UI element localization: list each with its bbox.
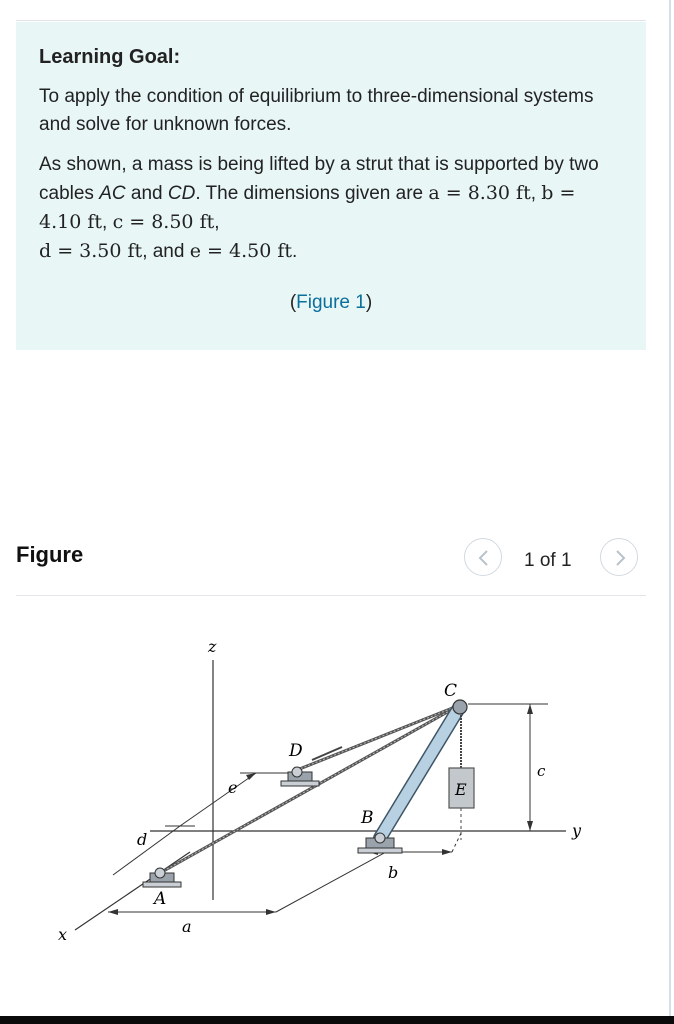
figure-1-link[interactable]: Figure 1 bbox=[296, 292, 366, 313]
support-a bbox=[143, 868, 181, 887]
figure-pager: 1 of 1 bbox=[524, 550, 572, 571]
label-z: z bbox=[208, 637, 217, 656]
previous-figure-button[interactable] bbox=[464, 538, 502, 576]
label-y: y bbox=[572, 821, 582, 840]
learning-goal-intro: To apply the condition of equilibrium to three-dimensional systems and solve for unknown forces. bbox=[39, 86, 594, 135]
x-axis bbox=[75, 852, 190, 930]
label-c: c bbox=[537, 762, 546, 780]
dimension-c: c = 8.50 ft bbox=[112, 211, 215, 233]
cable-cd: CD bbox=[167, 183, 196, 204]
support-d bbox=[281, 767, 319, 786]
dimension-e-line bbox=[180, 773, 256, 826]
label-e-mass: E bbox=[455, 780, 467, 799]
chevron-left-icon bbox=[477, 549, 491, 567]
label-b-point: B bbox=[361, 808, 374, 828]
label-a: a bbox=[182, 917, 192, 936]
bottom-bar bbox=[0, 1016, 674, 1024]
figure-link-line: (Figure 1) bbox=[289, 292, 373, 313]
cable-ac: AC bbox=[99, 183, 126, 204]
strut-cable-diagram bbox=[0, 600, 674, 1000]
chevron-right-icon bbox=[613, 549, 627, 567]
label-a-point: A bbox=[154, 889, 167, 909]
label-e: e bbox=[228, 778, 238, 797]
figure-divider bbox=[16, 595, 646, 596]
top-divider bbox=[16, 20, 646, 21]
dimension-d: d = 3.50 ft bbox=[39, 240, 143, 262]
label-d-point: D bbox=[289, 741, 303, 761]
label-x: x bbox=[58, 925, 68, 944]
figure-heading: Figure bbox=[16, 542, 84, 567]
dimension-e: e = 4.50 ft bbox=[189, 240, 292, 262]
label-c-point: C bbox=[444, 681, 458, 701]
joint-c bbox=[453, 700, 467, 714]
figure-header bbox=[16, 538, 646, 578]
label-d: d bbox=[137, 830, 148, 849]
learning-goal-title: Learning Goal: bbox=[39, 46, 181, 68]
learning-goal-box bbox=[16, 22, 646, 350]
label-b: b bbox=[388, 863, 399, 882]
dimension-a: a = 8.30 ft bbox=[428, 182, 531, 204]
next-figure-button[interactable] bbox=[600, 538, 638, 576]
problem-description: As shown, a mass is being lifted by a strut that is supported by two cables AC and CD. The dimensions given are a = 8.30 ft, b = 4.10 ft, c = 8.50 ft, d = 3.50 ft, and e = 4.50 ft. bbox=[39, 154, 599, 262]
dimension-b: b = 4.10 ft bbox=[39, 182, 576, 233]
support-b bbox=[358, 833, 402, 853]
